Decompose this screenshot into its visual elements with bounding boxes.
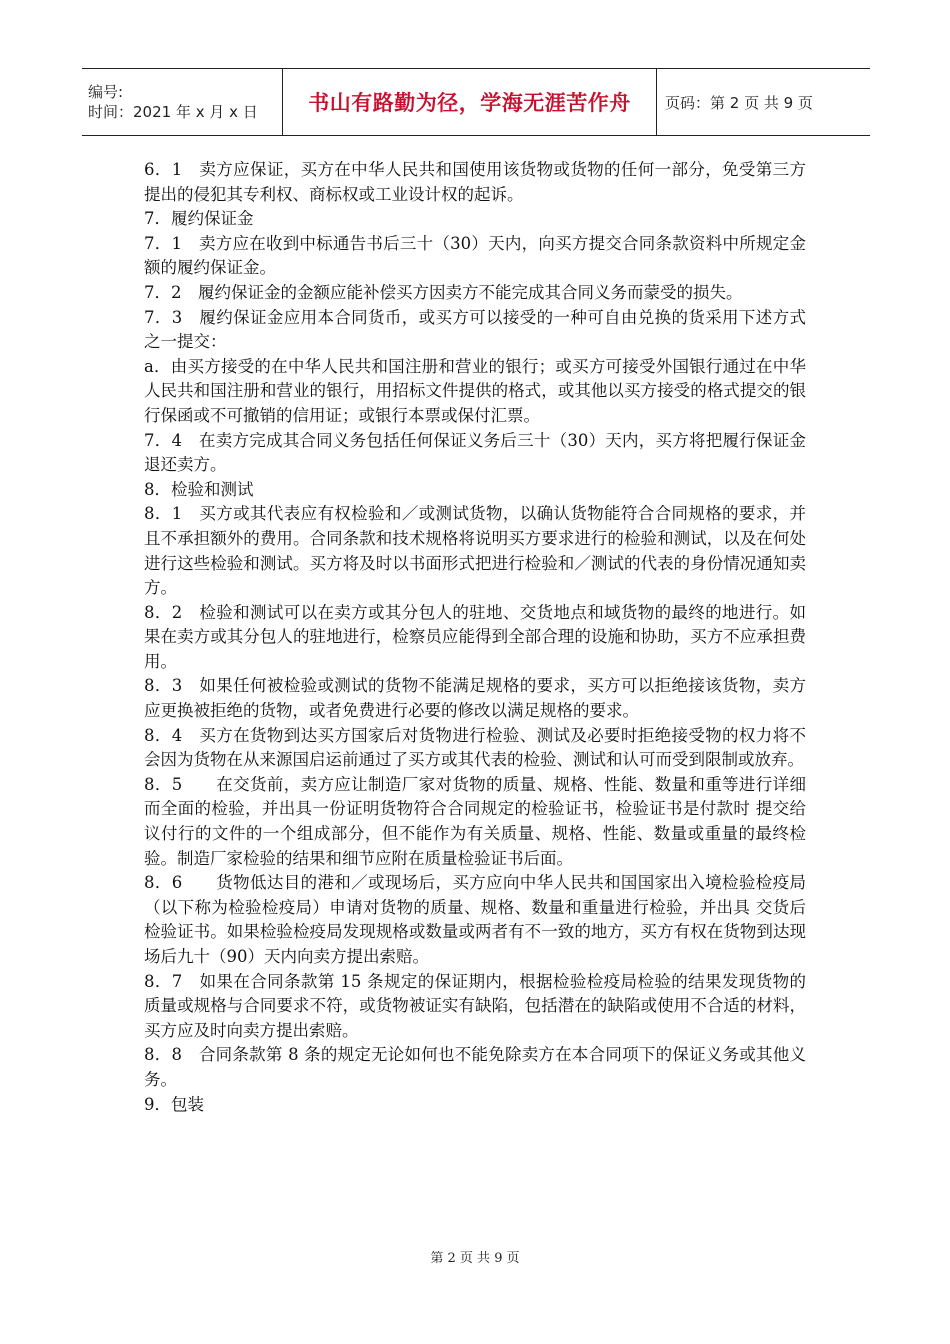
header-motto-cell xyxy=(282,69,657,135)
paragraph: 8．6 货物低达目的港和／或现场后，买方应向中华人民共和国国家出入境检验检疫局（以下称为检验检疫局）申请对货物的质量、规格、数量和重量进行检验，并出具 交货后检验证书。如果检验检疫局发现规格或数量或两者有不一致的地方，买方有权在货物到达现场后九十（90）天内向卖方提出索赔。 xyxy=(144,873,806,966)
section-heading: 7．履约保证金 xyxy=(144,209,254,229)
doc-number-label: 编号: xyxy=(88,83,124,101)
paragraph: 8．1 买方或其代表应有权检验和／或测试货物，以确认货物能符合合同规格的要求，并且不承担额外的费用。合同条款和技术规格将说明买方要求进行的检验和测试，以及在何处进行这些检验和测试。买方将及时以书面形式把进行检验和／测试的代表的身份情况通知卖方。 xyxy=(144,504,806,598)
paragraph: 7．2 履约保证金的金额应能补偿买方因卖方不能完成其合同义务而蒙受的损失。 xyxy=(144,282,743,302)
page-header xyxy=(82,68,870,136)
header-info-cell xyxy=(82,69,282,135)
date-text: 时间：2021 年 x 月 x 日 xyxy=(88,103,258,121)
paragraph: 8．8 合同条款第 8 条的规定无论如何也不能免除卖方在本合同项下的保证义务或其他义务。 xyxy=(144,1045,806,1089)
paragraph: a．由买方接受的在中华人民共和国注册和营业的银行；或买方可接受外国银行通过在中华人民共和国注册和营业的银行，用招标文件提供的格式，或其他以买方接受的格式提交的银行保函或不可撤销的信用证；或银行本票或保付汇票。 xyxy=(144,356,806,425)
header-motto: 书山有路勤为径，学海无涯苦作舟 xyxy=(308,91,631,115)
paragraph: 8．3 如果任何被检验或测试的货物不能满足规格的要求，买方可以拒绝接该货物，卖方应更换被拒绝的货物，或者免费进行必要的修改以满足规格的要求。 xyxy=(144,676,806,721)
header-page-number: 页码：第 2 页 共 9 页 xyxy=(665,93,813,112)
page-footer: 第 2 页 共 9 页 xyxy=(430,1251,520,1266)
section-heading: 9．包装 xyxy=(144,1094,204,1114)
paragraph: 8．5 在交货前，卖方应让制造厂家对货物的质量、规格、性能、数量和重等进行详细而全面的检验，并出具一份证明货物符合合同规定的检验证书，检验证书是付款时 提交给议付行的文件的一个组成部分，但不能作为有关质量、规格、性能、数量或重量的最终检验。制造厂家检验的结果和细节应附在质量检验证书后面。 xyxy=(144,774,806,868)
paragraph: 8．2 检验和测试可以在卖方或其分包人的驻地、交货地点和域货物的最终的地进行。如果在卖方或其分包人的驻地进行，检察员应能得到全部合理的设施和协助，买方不应承担费用。 xyxy=(144,602,806,671)
paragraph: 7．4 在卖方完成其合同义务包括任何保证义务后三十（30）天内，买方将把履行保证金退还卖方。 xyxy=(144,430,806,475)
paragraph: 6．1 卖方应保证，买方在中华人民共和国使用该货物或货物的任何一部分，免受第三方提出的侵犯其专利权、商标权或工业设计权的起诉。 xyxy=(144,160,806,204)
header-page-cell xyxy=(657,69,870,135)
section-heading: 8．检验和测试 xyxy=(144,479,254,499)
paragraph: 8．7 如果在合同条款第 15 条规定的保证期内，根据检验检疫局检验的结果发现货物的质量或规格与合同要求不符，或货物被证实有缺陷，包括潜在的缺陷或使用不合适的材料，买方应及时向卖方提出索赔。 xyxy=(144,971,806,1040)
paragraph: 8．4 买方在货物到达买方国家后对货物进行检验、测试及必要时拒绝接受物的权力将不会因为货物在从来源国启运前通过了买方或其代表的检验、测试和认可而受到限制或放弃。 xyxy=(144,725,806,770)
document-body xyxy=(144,158,806,1117)
paragraph: 7．1 卖方应在收到中标通告书后三十（30）天内，向买方提交合同条款资料中所规定金额的履约保证金。 xyxy=(144,233,806,278)
paragraph: 7．3 履约保证金应用本合同货币，或买方可以接受的一种可自由兑换的货采用下述方式之一提交： xyxy=(144,307,806,352)
